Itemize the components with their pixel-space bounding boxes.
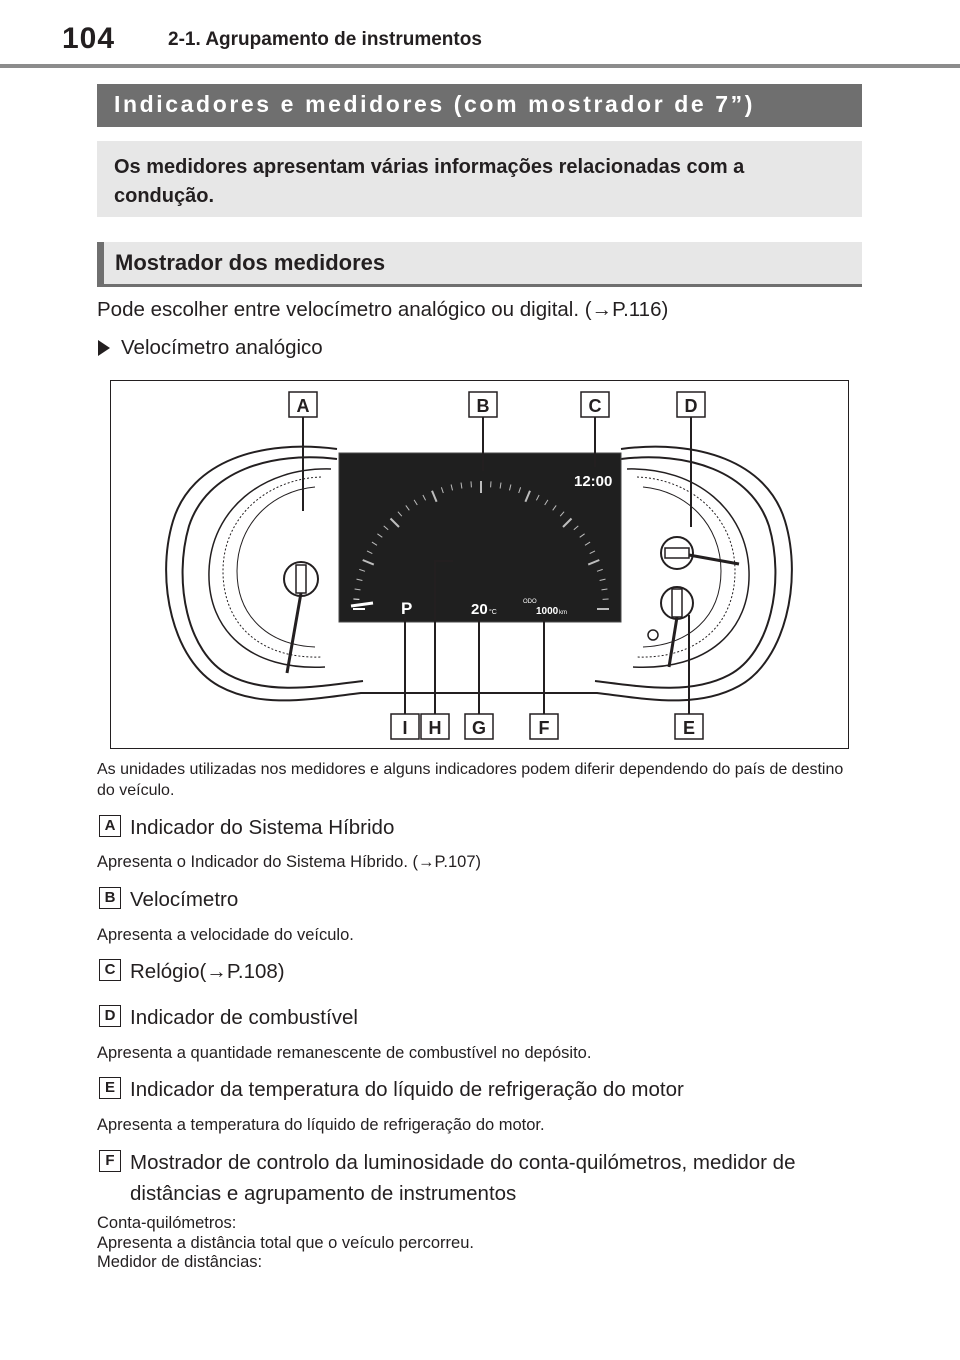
item-title: Relógio(→P.108) [130, 960, 285, 983]
trailing-line: Conta-quilómetros: [97, 1214, 237, 1232]
odometer-description [97, 1214, 474, 1273]
page-number: 104 [62, 22, 116, 55]
gear-indicator: P [401, 599, 413, 618]
callout-d: D [684, 396, 698, 416]
item-title: Indicador do Sistema Híbrido [130, 816, 395, 839]
callout-g: G [471, 718, 487, 738]
item-title: Indicador da temperatura do líquido de refrigeração do motor [130, 1078, 684, 1101]
page-header [0, 0, 960, 68]
item-letter-badge: A [99, 815, 121, 837]
item-description: Apresenta o Indicador do Sistema Híbrido. (→P.107) [97, 853, 481, 871]
bullet-item [98, 336, 323, 360]
topic-title: Indicadores e medidores (com mostrador de 7”) [114, 91, 756, 117]
intro-box [97, 141, 862, 217]
odometer-value: 1000 [536, 606, 559, 617]
coolant-temperature-gauge [648, 587, 693, 667]
callout-h: H [428, 718, 442, 738]
item-description: Apresenta a quantidade remanescente de combustível no depósito. [97, 1044, 592, 1062]
item-description: Apresenta a temperatura do líquido de refrigeração do motor. [97, 1116, 545, 1134]
units-note: As unidades utilizadas nos medidores e alguns indicadores podem diferir dependendo do país de destino do veículo. [97, 761, 844, 799]
temperature-unit: °C [489, 609, 497, 616]
trailing-line: Medidor de distâncias: [97, 1253, 263, 1271]
choose-paragraph: Pode escolher entre velocímetro analógico ou digital. (→P.116) [97, 298, 669, 321]
topic-banner [97, 84, 862, 127]
intro-text: Os medidores apresentam várias informações relacionadas com a condução. [114, 156, 745, 207]
bullet-text: Velocímetro analógico [121, 336, 323, 359]
item-title: Indicador de combustível [130, 1006, 358, 1029]
hybrid-indicator-gauge [284, 562, 318, 673]
section-title: Mostrador dos medidores [115, 250, 386, 275]
cluster-illustration [111, 381, 847, 747]
odometer-label: ODO [523, 599, 537, 605]
item-letter-badge: F [99, 1150, 121, 1172]
odometer-unit: km [559, 610, 567, 616]
header-rule [0, 64, 960, 68]
item-title: Mostrador de controlo da luminosidade do conta-quilómetros, medidor de distâncias e agrupamento de instrumentos [130, 1151, 796, 1205]
chapter-title: 2-1. Agrupamento de instrumentos [168, 29, 482, 50]
callout-e: E [682, 718, 696, 738]
callout-f: F [538, 718, 550, 738]
outside-temperature: 20 [471, 601, 488, 618]
instrument-cluster-figure [110, 380, 849, 749]
fuel-gauge [661, 537, 739, 569]
trailing-line: Apresenta a distância total que o veículo percorreu. [97, 1233, 474, 1252]
callout-i: I [402, 718, 408, 738]
item-letter-badge: B [99, 887, 121, 909]
clock-readout: 12:00 [574, 473, 613, 490]
section-heading [97, 242, 862, 287]
callout-b: B [476, 396, 490, 416]
item-letter-badge: C [99, 959, 121, 981]
triangle-bullet-icon [98, 340, 110, 356]
callout-a: A [296, 396, 310, 416]
item-letter-badge: D [99, 1005, 121, 1027]
item-letter-badge: E [99, 1077, 121, 1099]
item-description: Apresenta a velocidade do veículo. [97, 926, 354, 944]
callout-c: C [588, 396, 602, 416]
item-title: Velocímetro [130, 888, 239, 911]
